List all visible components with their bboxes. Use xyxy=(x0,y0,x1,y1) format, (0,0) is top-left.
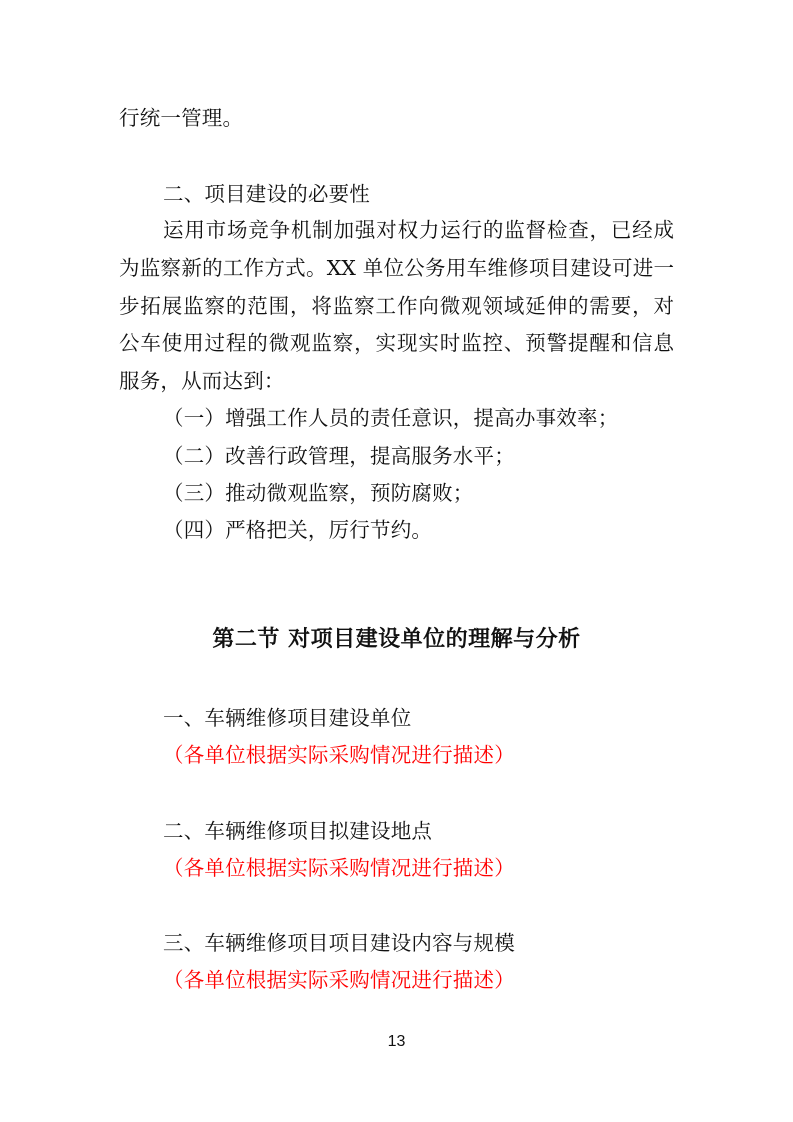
subsection-note-3: （各单位根据实际采购情况进行描述） xyxy=(163,968,515,992)
goal-item-4: （四）严格把关，厉行节约。 xyxy=(163,518,433,542)
continuation-line: 行统一管理。 xyxy=(119,106,244,130)
subsection-heading-1: 一、车辆维修项目建设单位 xyxy=(163,706,412,730)
necessity-paragraph-line-3: 步拓展监察的范围，将监察工作向微观领域延伸的需要，对 xyxy=(119,294,674,318)
goal-item-3: （三）推动微观监察，预防腐败； xyxy=(163,481,474,505)
subsection-note-2: （各单位根据实际采购情况进行描述） xyxy=(163,856,515,880)
necessity-paragraph-line-5: 服务，从而达到： xyxy=(119,369,285,393)
subsection-note-1: （各单位根据实际采购情况进行描述） xyxy=(163,743,515,767)
goal-item-2: （二）改善行政管理，提高服务水平； xyxy=(163,444,515,468)
necessity-paragraph-line-4: 公车使用过程的微观监察，实现实时监控、预警提醒和信息 xyxy=(119,331,674,355)
section-heading-necessity: 二、项目建设的必要性 xyxy=(163,182,370,206)
necessity-paragraph-line-2: 为监察新的工作方式。XX 单位公务用车维修项目建设可进一 xyxy=(119,256,674,280)
goal-item-1: （一）增强工作人员的责任意识，提高办事效率； xyxy=(163,406,619,430)
subsection-heading-3: 三、车辆维修项目项目建设内容与规模 xyxy=(163,931,515,955)
section-title: 第二节 对项目建设单位的理解与分析 xyxy=(212,627,581,652)
page-number: 13 xyxy=(387,1033,406,1050)
subsection-heading-2: 二、车辆维修项目拟建设地点 xyxy=(163,819,433,843)
necessity-paragraph-line-1: 运用市场竞争机制加强对权力运行的监督检查，已经成 xyxy=(163,218,674,242)
